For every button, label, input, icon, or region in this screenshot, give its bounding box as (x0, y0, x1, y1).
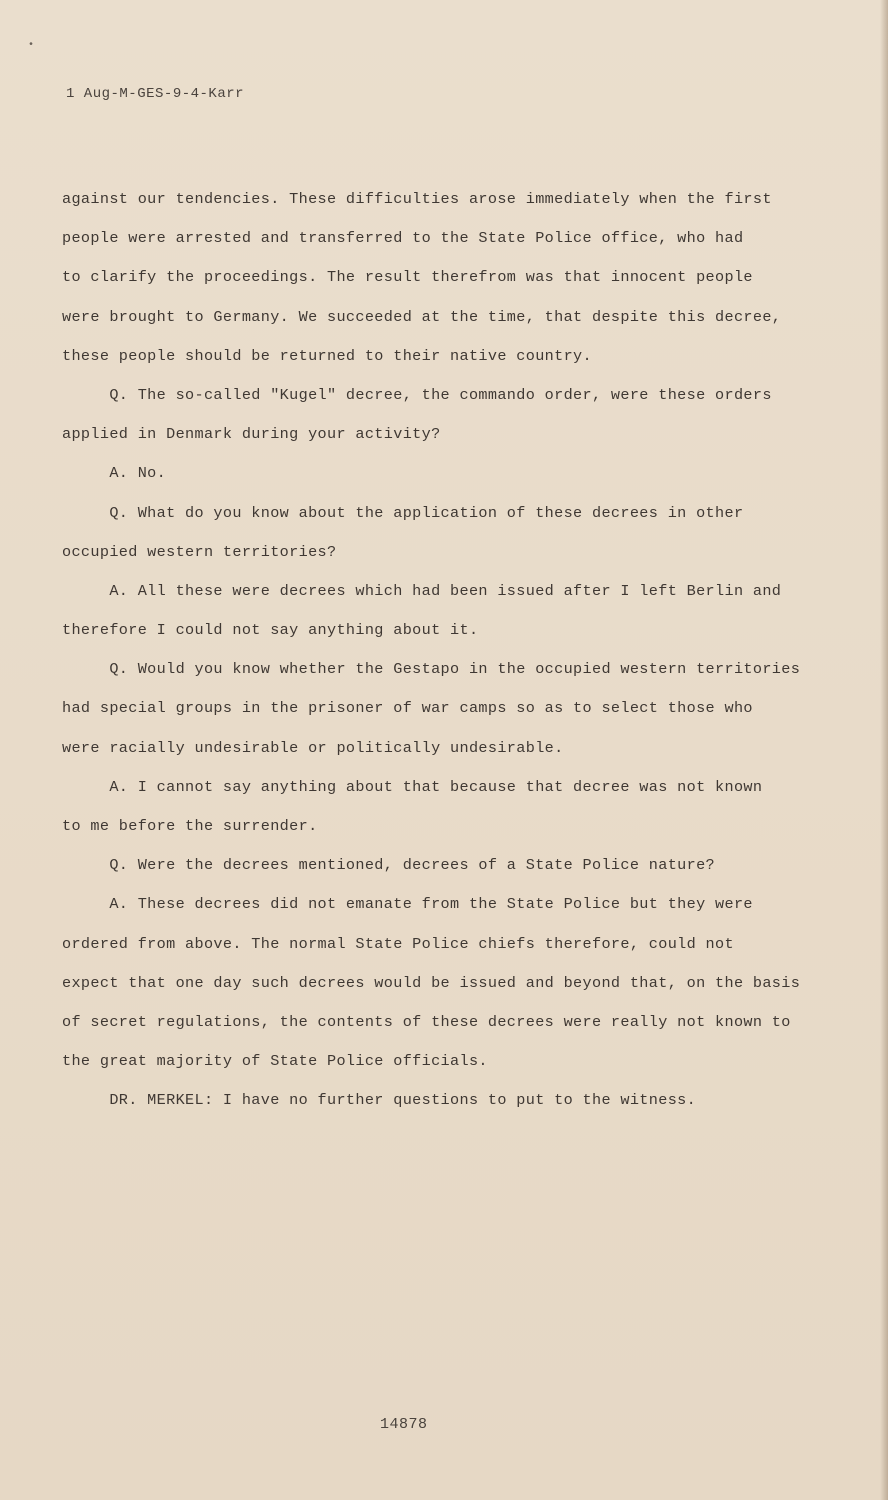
transcript-line: occupied western territories? (62, 542, 337, 561)
transcript-line: these people should be returned to their native country. (62, 346, 592, 365)
transcript-line: the great majority of State Police officials. (62, 1052, 488, 1071)
transcript-line: therefore I could not say anything about it. (62, 621, 479, 640)
transcript-line: Q. Were the decrees mentioned, decrees of a State Police nature? (62, 856, 716, 875)
page-number: 14878 (380, 1416, 428, 1433)
transcript-body (62, 180, 832, 1121)
transcript-line: people were arrested and transferred to the State Police office, who had (62, 229, 744, 248)
transcript-line: expect that one day such decrees would be issued and beyond that, on the basis (62, 973, 801, 992)
transcript-line: Q. Would you know whether the Gestapo in the occupied western territories (62, 660, 801, 679)
transcript-line: had special groups in the prisoner of war camps so as to select those who (62, 699, 753, 718)
transcript-line: A. No. (62, 464, 167, 483)
transcript-line: Q. The so-called "Kugel" decree, the commando order, were these orders (62, 385, 772, 404)
transcript-line: against our tendencies. These difficulties arose immediately when the first (62, 190, 772, 208)
transcript-line: applied in Denmark during your activity? (62, 425, 441, 444)
document-header: 1 Aug-M-GES-9-4-Karr (66, 86, 245, 102)
transcript-line: to me before the surrender. (62, 817, 318, 835)
transcript-line: Q. What do you know about the application of these decrees in other (62, 503, 744, 522)
transcript-line: were brought to Germany. We succeeded at the time, that despite this decree, (62, 307, 782, 326)
transcript-line: ordered from above. The normal State Police chiefs therefore, could not (62, 934, 734, 953)
transcript-line: DR. MERKEL: I have no further questions to put to the witness. (62, 1091, 697, 1110)
transcript-line: A. These decrees did not emanate from the State Police but they were (62, 895, 753, 914)
page-edge-shadow (880, 0, 888, 1500)
transcript-line: to clarify the proceedings. The result therefrom was that innocent people (62, 268, 753, 287)
transcript-line: A. I cannot say anything about that because that decree was not known (62, 777, 763, 796)
margin-mark: • (28, 40, 35, 51)
transcript-line: of secret regulations, the contents of these decrees were really not known to (62, 1012, 791, 1031)
transcript-line: A. All these were decrees which had been issued after I left Berlin and (62, 581, 782, 600)
transcript-line: were racially undesirable or politically undesirable. (62, 738, 564, 757)
